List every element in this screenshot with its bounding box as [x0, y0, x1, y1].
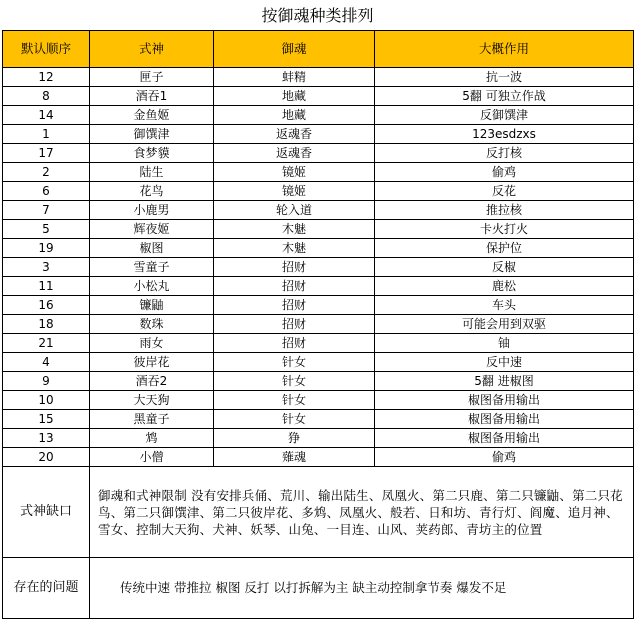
cell-order: 10 [3, 391, 90, 410]
cell-shikigami: 陆生 [90, 163, 214, 182]
cell-order: 1 [3, 125, 90, 144]
cell-shikigami: 镰鼬 [90, 296, 214, 315]
issues-label: 存在的问题 [3, 558, 90, 619]
table-row [3, 106, 634, 125]
cell-role: 车头 [375, 296, 634, 315]
cell-role: 反椒 [375, 258, 634, 277]
cell-mitama: 招财 [214, 315, 375, 334]
cell-order: 9 [3, 372, 90, 391]
table-row [3, 201, 634, 220]
cell-order: 14 [3, 106, 90, 125]
cell-shikigami: 酒吞1 [90, 87, 214, 106]
cell-mitama: 招财 [214, 296, 375, 315]
table-row [3, 315, 634, 334]
cell-role: 123esdzxs [375, 125, 634, 144]
cell-order: 6 [3, 182, 90, 201]
cell-role: 推拉核 [375, 201, 634, 220]
cell-role: 5翻 可独立作战 [375, 87, 634, 106]
cell-order: 15 [3, 410, 90, 429]
cell-order: 19 [3, 239, 90, 258]
cell-role: 反花 [375, 182, 634, 201]
cell-mitama: 狰 [214, 429, 375, 448]
cell-role: 可能会用到双驱 [375, 315, 634, 334]
cell-shikigami: 数珠 [90, 315, 214, 334]
table-row [3, 68, 634, 87]
table-row [3, 296, 634, 315]
header-mitama: 御魂 [214, 31, 375, 68]
table-row [3, 372, 634, 391]
cell-role: 反御馔津 [375, 106, 634, 125]
cell-shikigami: 御馔津 [90, 125, 214, 144]
cell-order: 18 [3, 315, 90, 334]
issues-row [3, 558, 634, 619]
table-row [3, 125, 634, 144]
cell-mitama: 招财 [214, 277, 375, 296]
cell-mitama: 针女 [214, 372, 375, 391]
cell-mitama: 木魅 [214, 239, 375, 258]
cell-mitama: 针女 [214, 391, 375, 410]
cell-order: 7 [3, 201, 90, 220]
table-row [3, 448, 634, 467]
cell-mitama: 木魅 [214, 220, 375, 239]
cell-order: 2 [3, 163, 90, 182]
cell-shikigami: 花鸟 [90, 182, 214, 201]
cell-mitama: 针女 [214, 410, 375, 429]
cell-order: 3 [3, 258, 90, 277]
issues-text: 传统中速 带推拉 椒图 反打 以打拆解为主 缺主动控制拿节奏 爆发不足 [90, 558, 634, 619]
cell-role: 反打核 [375, 144, 634, 163]
cell-shikigami: 匣子 [90, 68, 214, 87]
table-row [3, 182, 634, 201]
table-row [3, 334, 634, 353]
cell-mitama: 蚌精 [214, 68, 375, 87]
header-shikigami: 式神 [90, 31, 214, 68]
cell-role: 偷鸡 [375, 163, 634, 182]
cell-order: 11 [3, 277, 90, 296]
cell-mitama: 镜姬 [214, 182, 375, 201]
cell-role: 椒图备用输出 [375, 391, 634, 410]
cell-order: 8 [3, 87, 90, 106]
table-row [3, 258, 634, 277]
header-row [3, 31, 634, 68]
cell-mitama: 针女 [214, 353, 375, 372]
table-row [3, 144, 634, 163]
cell-shikigami: 大天狗 [90, 391, 214, 410]
missing-label: 式神缺口 [3, 467, 90, 558]
cell-shikigami: 黑童子 [90, 410, 214, 429]
table-row [3, 239, 634, 258]
cell-mitama: 镜姬 [214, 163, 375, 182]
cell-shikigami: 椒图 [90, 239, 214, 258]
cell-mitama: 薙魂 [214, 448, 375, 467]
cell-role: 铀 [375, 334, 634, 353]
cell-mitama: 返魂香 [214, 125, 375, 144]
cell-shikigami: 小鹿男 [90, 201, 214, 220]
cell-shikigami: 金鱼姬 [90, 106, 214, 125]
table-row [3, 353, 634, 372]
cell-mitama: 地藏 [214, 106, 375, 125]
cell-mitama: 招财 [214, 334, 375, 353]
cell-role: 抗一波 [375, 68, 634, 87]
cell-role: 偷鸡 [375, 448, 634, 467]
header-order: 默认顺序 [3, 31, 90, 68]
table-row [3, 220, 634, 239]
header-role: 大概作用 [375, 31, 634, 68]
table-row [3, 391, 634, 410]
cell-order: 17 [3, 144, 90, 163]
table-row [3, 87, 634, 106]
cell-role: 椒图备用输出 [375, 410, 634, 429]
missing-row [3, 467, 634, 558]
cell-order: 20 [3, 448, 90, 467]
cell-shikigami: 食梦貘 [90, 144, 214, 163]
cell-mitama: 地藏 [214, 87, 375, 106]
cell-order: 4 [3, 353, 90, 372]
cell-role: 反中速 [375, 353, 634, 372]
cell-order: 16 [3, 296, 90, 315]
cell-role: 鹿松 [375, 277, 634, 296]
cell-role: 椒图备用输出 [375, 429, 634, 448]
cell-shikigami: 彼岸花 [90, 353, 214, 372]
cell-mitama: 轮入道 [214, 201, 375, 220]
cell-order: 12 [3, 68, 90, 87]
table-row [3, 277, 634, 296]
cell-shikigami: 小僧 [90, 448, 214, 467]
cell-shikigami: 辉夜姬 [90, 220, 214, 239]
table-row [3, 429, 634, 448]
cell-shikigami: 小松丸 [90, 277, 214, 296]
cell-role: 5翻 进椒图 [375, 372, 634, 391]
mitama-table [2, 30, 634, 619]
table-row [3, 163, 634, 182]
missing-text: 御魂和式神限制 没有安排兵俑、荒川、输出陆生、凤凰火、第二只鹿、第二只镰鼬、第二只花鸟、第二只御馔津、第二只彼岸花、多鸩、凤凰火、般若、日和坊、青行灯、阎魔、追月神、雪女、控制大天狗、犬神、妖琴、山兔、一目连、山风、荚药郎、青坊主的位置 [90, 467, 634, 558]
cell-role: 卡火打火 [375, 220, 634, 239]
cell-order: 21 [3, 334, 90, 353]
cell-order: 13 [3, 429, 90, 448]
cell-mitama: 返魂香 [214, 144, 375, 163]
cell-shikigami: 雪童子 [90, 258, 214, 277]
cell-shikigami: 雨女 [90, 334, 214, 353]
table-row [3, 410, 634, 429]
cell-mitama: 招财 [214, 258, 375, 277]
cell-role: 保护位 [375, 239, 634, 258]
cell-shikigami: 酒吞2 [90, 372, 214, 391]
page-title: 按御魂种类排列 [261, 6, 374, 25]
cell-shikigami: 鸩 [90, 429, 214, 448]
cell-order: 5 [3, 220, 90, 239]
table-body [3, 68, 634, 619]
